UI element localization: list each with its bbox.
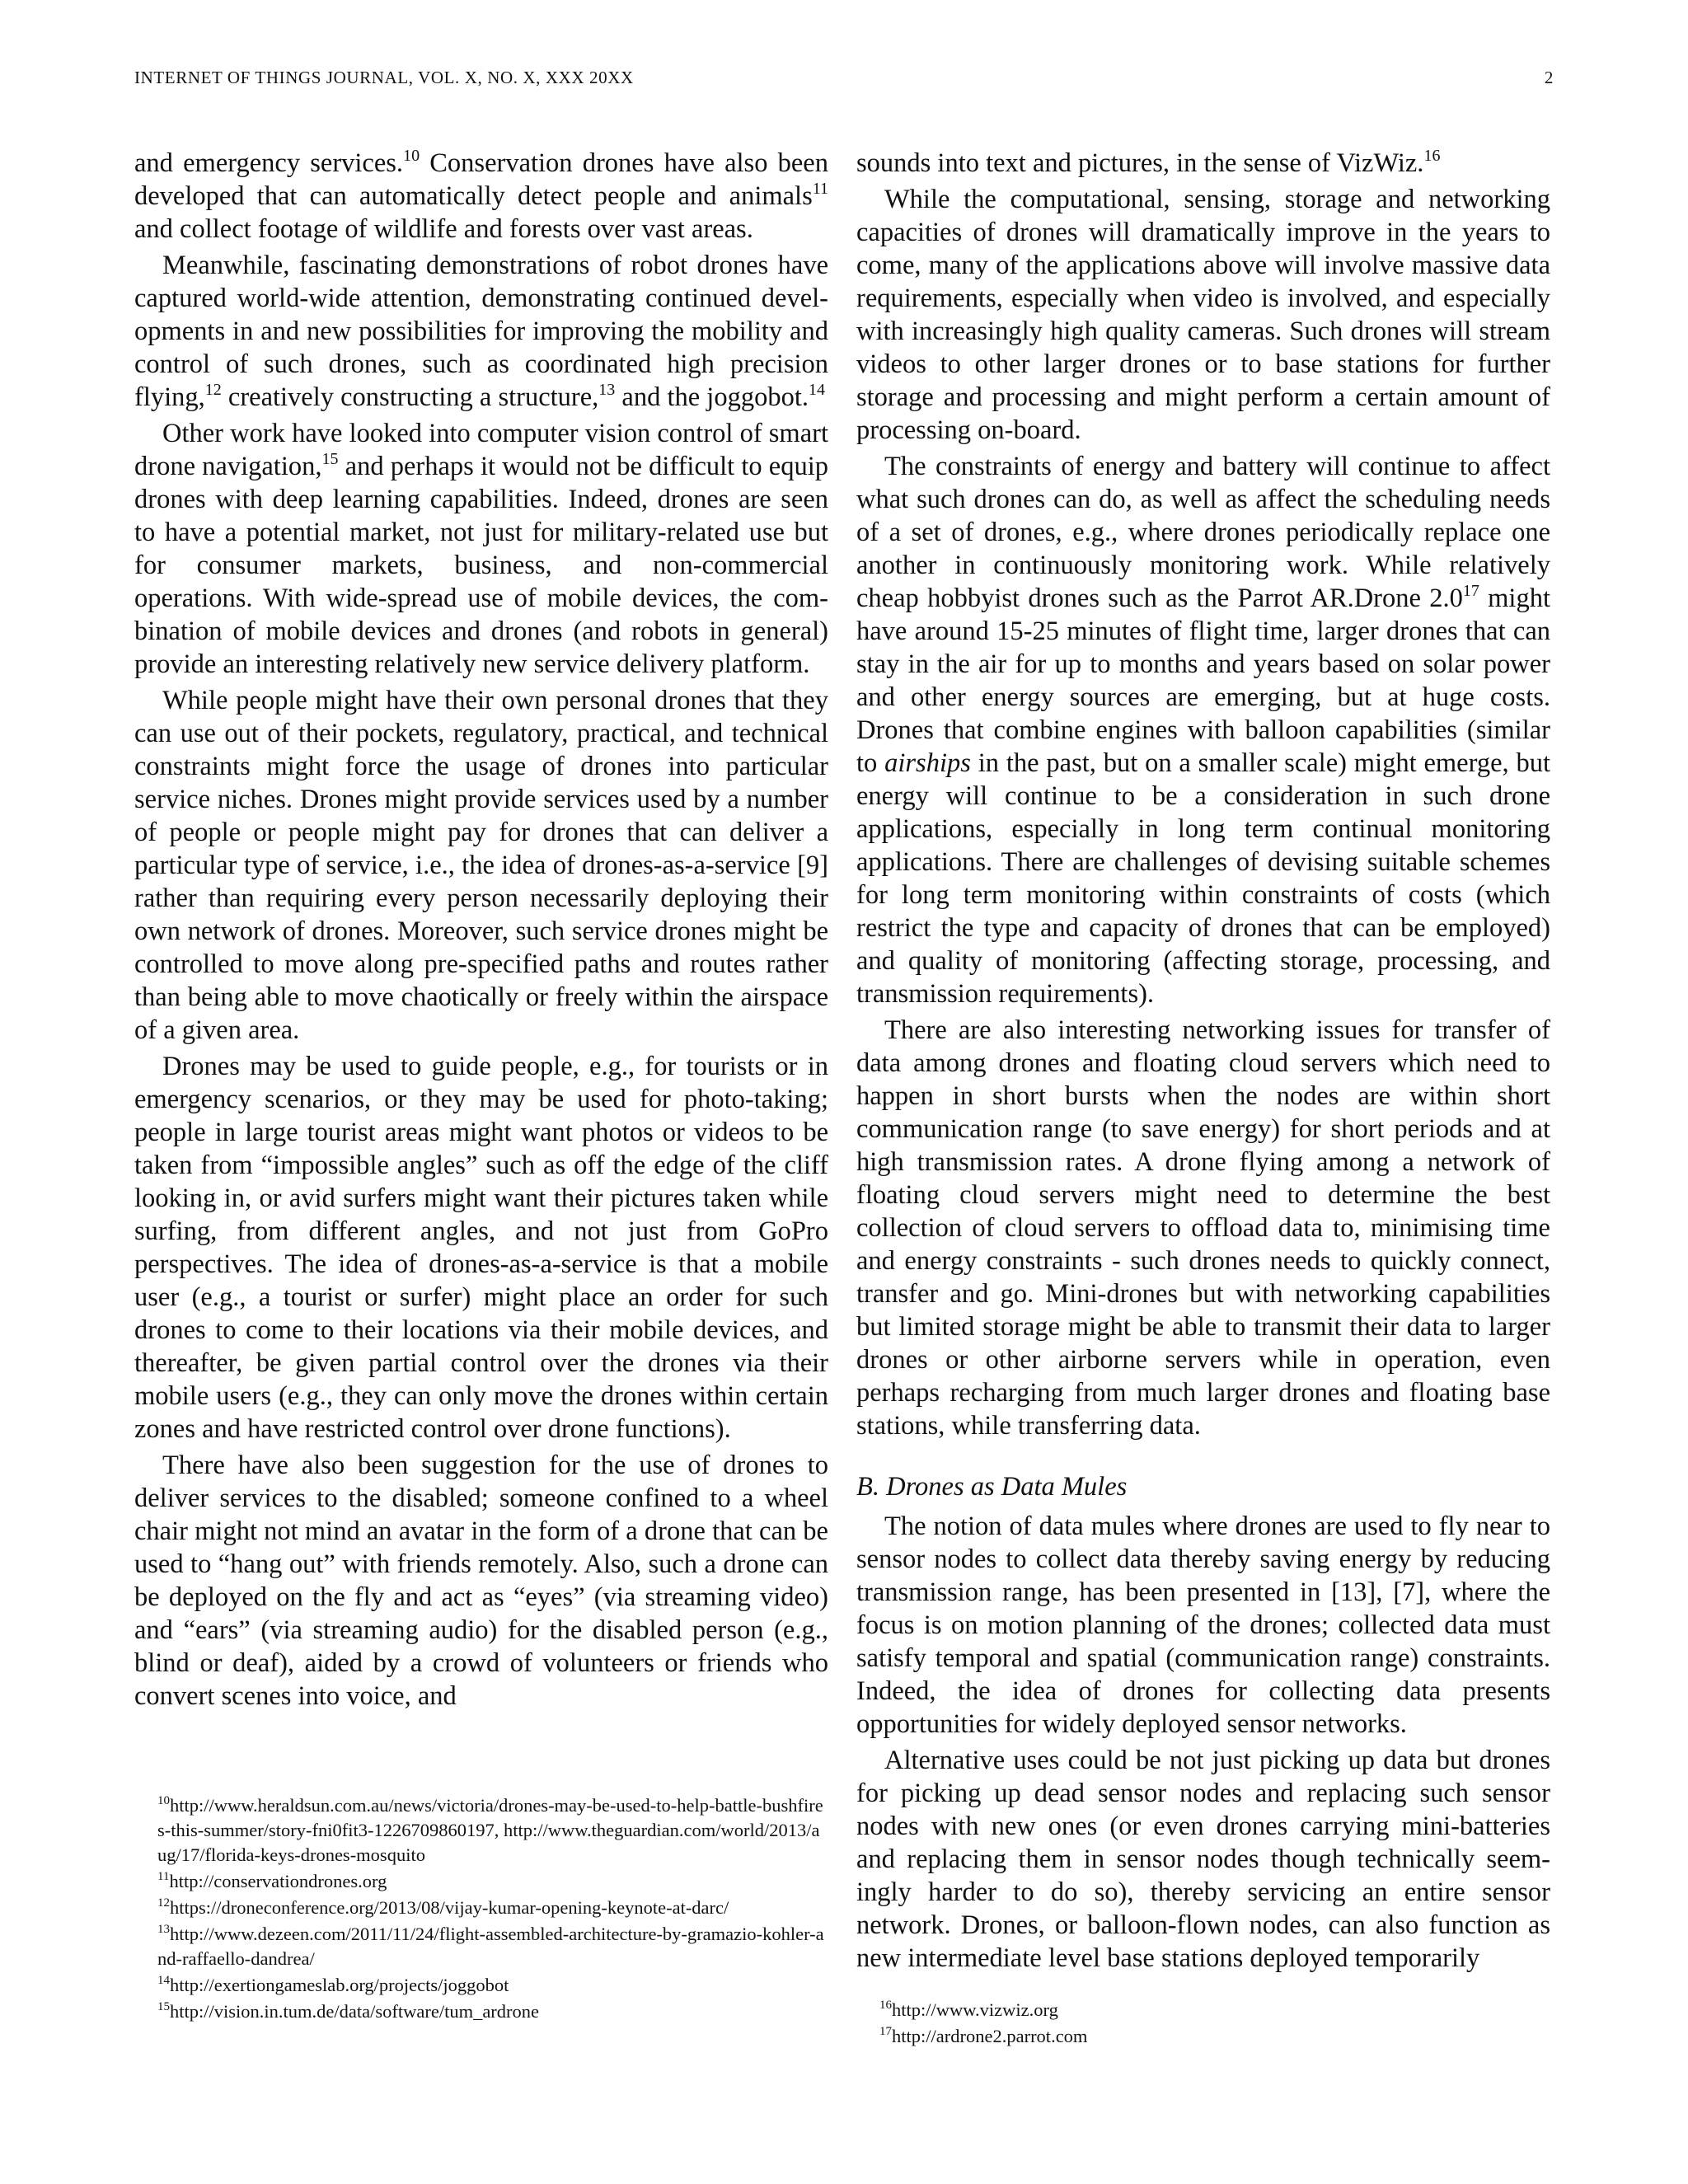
footnote-16: $^{16}$http://www.vizwiz.org <box>879 1999 1058 2020</box>
footnote-link[interactable]: http://ardrone2.parrot.com <box>892 2026 1088 2046</box>
footnote-link[interactable]: https://droneconference.org/2013/08/vijay-kumar-opening-keynote-at-darc/ <box>170 1897 729 1918</box>
footnote-17: $^{17}$http://ardrone2.parrot.com <box>879 2025 1088 2046</box>
running-header <box>134 68 1554 96</box>
right-paragraph-6: Alternative uses could be not just picking up data but drones for picking up dead sensor nodes and replacing such sensor nodes with new ones (or even drones carrying mini-batteries and replacing them in sensor nodes though technically seemingly harder to do so), thereby servicing an entire sensor network. Drones, or balloon-flown nodes, can also function as new intermediate level base stations deployed temporarily <box>856 1746 1550 1973</box>
left-paragraph-4: While people might have their own personal drones that they can use out of their pockets, regulatory, practical, and technical constraints might force the usage of drones into particular service niches. Drones might provide services used by a number of people or people might pay for drones that can deliver a particular type of service, i.e., the idea of drones-as-a-service [9] rather than requiring every person necessarily deploying their own network of drones. Moreover, such service drones might be controlled to move along pre-specified paths and routes rather than being able to move chaotically or freely within the airspace of a given area. <box>134 686 828 1045</box>
left-paragraph-1: and emergency services.$^{10}$ Conservation drones have also been developed that can automatically detect people and animals$^{11}$ and collect footage of wildlife and forests over vast areas. <box>134 147 828 244</box>
footnote-link[interactable]: http://exertiongameslab.org/projects/joggobot <box>170 1975 509 1995</box>
left-paragraph-3: Other work have looked into computer vision control of smart drone navigation,$^{15}$ and perhaps it would not be difficult to equip drones with deep learning capabilities. Indeed, drones are seen to have a potential market, not just for military-related use but for consumer markets, business, and non-commercial operations. With wide-spread use of mobile devices, the combination of mobile devices and drones (and robots in general) provide an interesting relatively new service delivery platform. <box>134 419 828 679</box>
left-paragraph-2: Meanwhile, fascinating demonstrations of robot drones have captured world-wide attention, demonstrating continued developments in and new possibilities for improving the mobility and control of such drones, such as coordinated high precision flying,$^{12}$ creatively constructing a structure,$^{13}$ and the joggobot.$^{14}$ <box>134 251 828 412</box>
left-column <box>134 147 828 1716</box>
footnote-11: $^{11}$http://conservationdrones.org <box>157 1870 387 1891</box>
left-paragraph-6: There have also been suggestion for the use of drones to deliver services to the disabled; someone confined to a wheel chair might not mind an avatar in the form of a drone that can be used to “hang out” with friends remotely. Also, such a drone can be deployed on the fly and act as “eyes” (via streaming video) and “ears” (via streaming audio) for the disabled person (e.g., blind or deaf), aided by a crowd of volunteers or friends who convert scenes into voice, and <box>134 1451 828 1711</box>
footnote-ref[interactable]: 16 <box>1423 147 1441 165</box>
footnotes-left <box>134 1793 828 2026</box>
footnote-ref[interactable]: 12 <box>204 381 222 399</box>
footnote-ref[interactable]: 15 <box>321 450 339 468</box>
footnote-14: $^{14}$http://exertiongameslab.org/projects/joggobot <box>157 1974 509 1995</box>
page-number: 2 <box>1544 68 1554 87</box>
footnote-12: $^{12}$https://droneconference.org/2013/08/vijay-kumar-opening-keynote-at-darc/ <box>157 1896 729 1918</box>
footnote-ref[interactable]: 17 <box>1462 582 1479 600</box>
right-paragraph-1: sounds into text and pictures, in the sense of VizWiz.$^{16}$ <box>856 147 1441 178</box>
footnote-link[interactable]: http://conservationdrones.org <box>169 1871 387 1891</box>
footnote-15: $^{15}$http://vision.in.tum.de/data/software/tum_ardrone <box>157 2000 540 2022</box>
footnote-link[interactable]: http://www.dezeen.com/2011/11/24/flight-assembled-architecture-by-gramazio-kohler-and-raffaello-dandrea/ <box>157 1924 824 1969</box>
footnote-13: $^{13}$http://www.dezeen.com/2011/11/24/flight-assembled-architecture-by-gramazio-kohler-and-raffaello-dandrea/ <box>157 1923 824 1969</box>
footnote-10: $^{10}$http://www.heraldsun.com.au/news/victoria/drones-may-be-used-to-help-battle-bushfires-this-summer/story-fni0fit3-1226709860197, http://www.theguardian.com/world/2013/aug/17/florida-keys-drones-mosquito <box>157 1794 823 1865</box>
section-heading: B. Drones as Data Mules <box>856 1472 1128 1502</box>
right-paragraph-2: While the computational, sensing, storage and networking capacities of drones will dramatically improve in the years to come, many of the applications above will involve massive data requirements, especially when video is involved, and especially with increasingly high quality cameras. Such drones will stream videos to other larger drones or to base stations for further storage and processing and might perform a certain amount of processing on-board. <box>856 185 1550 445</box>
footnote-ref[interactable]: 13 <box>598 381 616 399</box>
left-paragraph-5: Drones may be used to guide people, e.g., for tourists or in emergency scenarios, or they may be used for photo-taking; people in large tourist areas might want photos or videos to be taken from “impossible angles” such as off the edge of the cliff looking in, or avid surfers might want their pictures taken while surfing, from different angles, and not just from GoPro perspectives. The idea of drones-as-a-service is that a mobile user (e.g., a tourist or surfer) might place an order for such drones to come to their locations via their mobile devices, and thereafter, be given partial control over the drones via their mobile users (e.g., they can only move the drones within certain zones and have restricted control over drone functions). <box>134 1052 828 1444</box>
footnote-link[interactable]: http://www.heraldsun.com.au/news/victoria/drones-may-be-used-to-help-battle-bushfires-this-summer/story-fni0fit3-1226709860197, http://www.theguardian.com/world/2013/aug/17/florida-keys-drones-mosquito <box>157 1795 823 1865</box>
footnotes-right <box>856 1998 1550 2050</box>
journal-title: INTERNET OF THINGS JOURNAL, VOL. X, NO. X, XXX 20XX <box>134 68 634 87</box>
footnote-ref[interactable]: 10 <box>403 147 420 165</box>
right-paragraph-4: There are also interesting networking issues for transfer of data among drones and floating cloud servers which need to happen in short bursts when the nodes are within short communication range (to save energy) for short periods and at high transmission rates. A drone flying among a network of floating cloud servers might need to determine the best collection of cloud servers to offload data to, minimising time and energy constraints - such drones needs to quickly connect, transfer and go. Mini-drones but with networking capabilities but limited storage might be able to transmit their data to larger drones or other airborne servers while in operation, even perhaps recharging from much larger drones and floating base stations, while transferring data. <box>856 1015 1550 1441</box>
footnote-link[interactable]: http://vision.in.tum.de/data/software/tum_ardrone <box>170 2001 540 2022</box>
footnote-ref[interactable]: 11 <box>812 180 828 198</box>
right-paragraph-5: The notion of data mules where drones are used to fly near to sensor nodes to collect data thereby saving energy by reducing transmission range, has been presented in [13], [7], where the focus is on motion planning of the drones; collected data must satisfy temporal and spatial (communication range) constraints. Indeed, the idea of drones for collecting data presents opportunities for widely deployed sensor networks. <box>856 1511 1550 1739</box>
right-column <box>856 147 1550 1978</box>
right-paragraph-3: The constraints of energy and battery will continue to affect what such drones can do, as well as affect the scheduling needs of a set of drones, e.g., where drones periodically replace one another in continuously monitoring work. While relatively cheap hobbyist drones such as the Parrot AR.Drone $2.0^{17}$ might have around 15-25 minutes of flight time, larger drones that can stay in the air for up to months and years based on solar power and other energy sources are emerging, but at huge costs. Drones that combine engines with balloon capabilities (similar to airships in the past, but on a smaller scale) might emerge, but energy will continue to be a consideration in such drone applications, especially in long term continual monitoring applications. There are challenges of devising suitable schemes for long term monitoring within constraints of costs (which restrict the type and capacity of drones that can be employed) and quality of monitoring (affecting storage, processing, and transmission requirements). <box>856 452 1550 1009</box>
footnote-link[interactable]: http://www.vizwiz.org <box>892 1999 1058 2020</box>
footnote-ref[interactable]: 14 <box>809 381 825 399</box>
